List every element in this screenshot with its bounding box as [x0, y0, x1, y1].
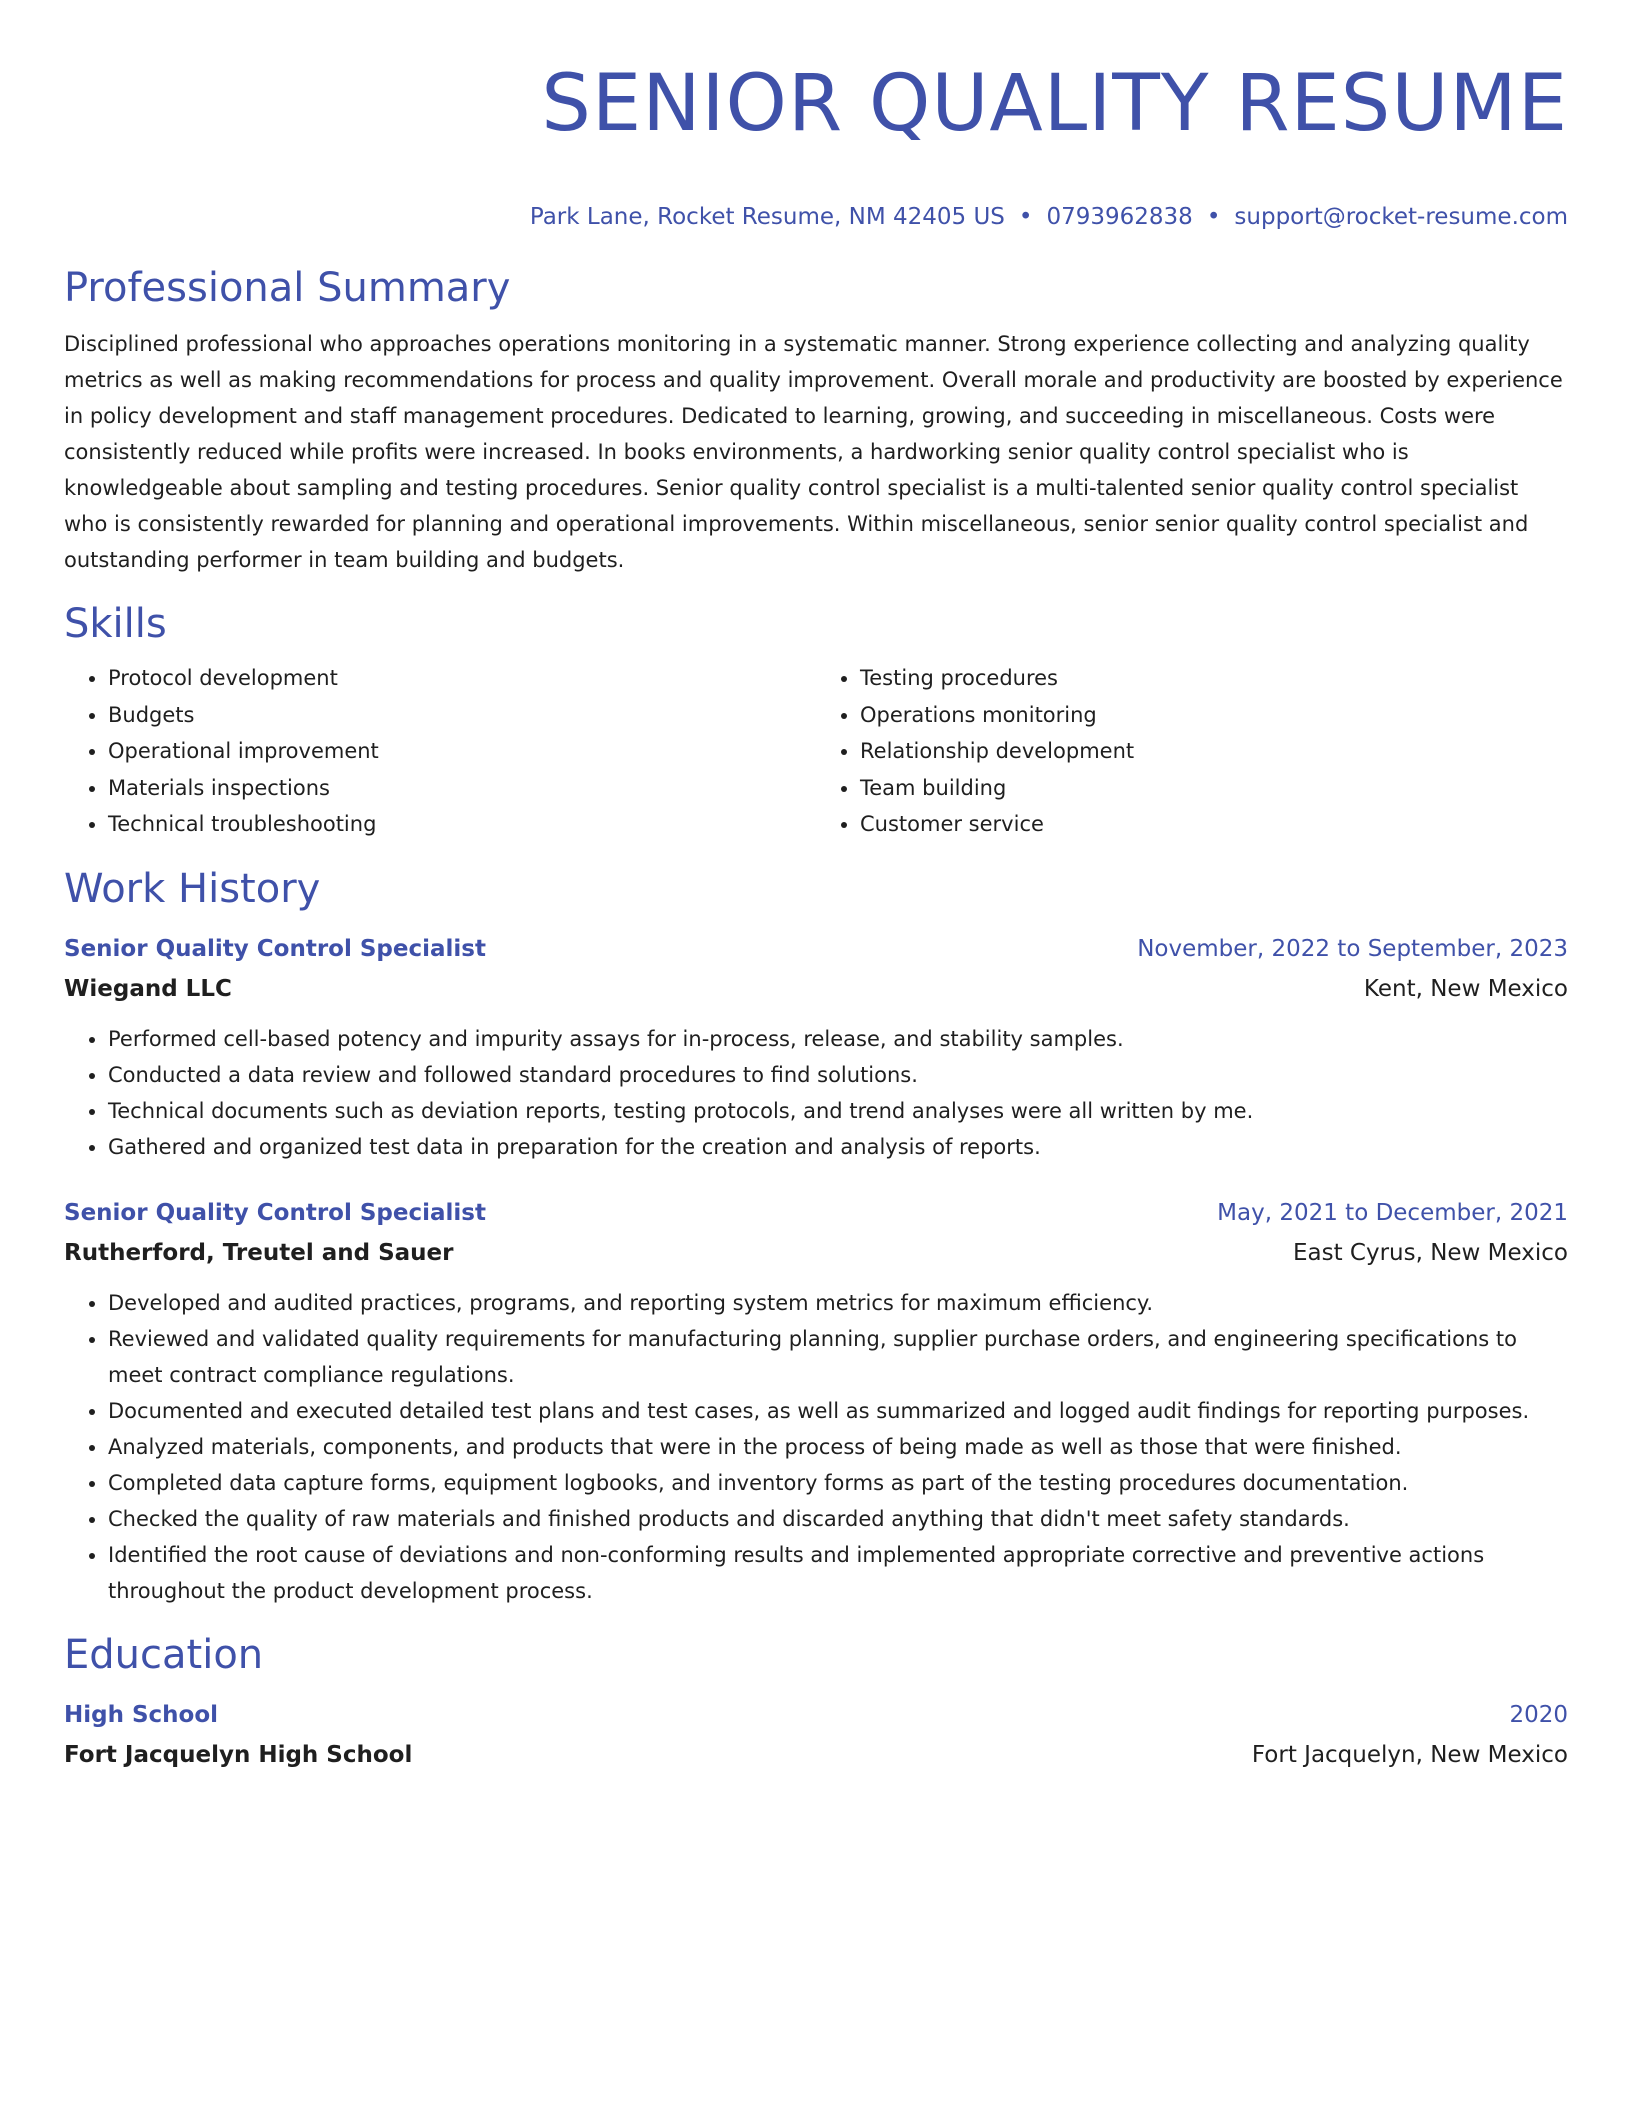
education-location: Fort Jacquelyn, New Mexico: [1251, 1741, 1568, 1768]
skill-item: • Technical troubleshooting: [108, 806, 816, 843]
job-dates: May, 2021 to December, 2021: [1217, 1199, 1568, 1226]
job-bullets: [64, 1285, 1568, 1609]
skill-item: • Team building: [860, 770, 1568, 807]
skill-item: • Customer service: [860, 806, 1568, 843]
job-bullet: • Identified the root cause of deviations and non-conforming results and implemented appropriate corrective and preventive actions throughout the product development process.: [108, 1537, 1568, 1609]
section-title-education: Education: [64, 1631, 264, 1678]
job-subheader: [64, 1235, 1568, 1271]
section-title-skills: Skills: [64, 601, 167, 647]
section-title-work-history: Work History: [64, 865, 321, 912]
job-bullet: • Completed data capture forms, equipment logbooks, and inventory forms as part of the testing procedures documentation.: [108, 1465, 1568, 1501]
job-role: Senior Quality Control Specialist: [64, 935, 486, 962]
contact-line: [64, 202, 1568, 232]
job-company: Rutherford, Treutel and Sauer: [64, 1239, 454, 1266]
summary-text: Disciplined professional who approaches operations monitoring in a systematic manner. Strong experience collecting and analyzing quality metrics as well as making recommendations for process and quality improvement. Overall morale and productivity are boosted by experience in policy development and staff management procedures. Dedicated to learning, growing, and succeeding in miscellaneous. Costs were consistently reduced while profits were increased. In books environments, a hardworking senior quality control specialist who is knowledgeable about sampling and testing procedures. Senior quality control specialist is a multi-talented senior quality control specialist who is consistently rewarded for planning and operational improvements. Within miscellaneous, senior senior quality control specialist and outstanding performer in team building and budgets.: [64, 332, 1563, 572]
skill-item: • Operations monitoring: [860, 697, 1568, 734]
job-bullet: • Checked the quality of raw materials and finished products and discarded anything that didn't meet safety standards.: [108, 1501, 1568, 1537]
skill-item: • Relationship development: [860, 733, 1568, 770]
job-bullet: • Documented and executed detailed test plans and test cases, as well as summarized and logged audit findings for reporting purposes.: [108, 1393, 1568, 1429]
contact-address: Park Lane, Rocket Resume, NM 42405 US: [529, 204, 1005, 230]
skill-item: • Budgets: [108, 697, 816, 734]
contact-email: support@rocket-resume.com: [1234, 204, 1568, 230]
contact-phone: 0793962838: [1046, 204, 1193, 230]
skill-item: • Testing procedures: [860, 660, 1568, 697]
job-company: Wiegand LLC: [64, 975, 232, 1002]
job-entry: [64, 1195, 1568, 1609]
education-degree: High School: [64, 1701, 219, 1728]
job-bullet: • Conducted a data review and followed standard procedures to find solutions.: [108, 1057, 1568, 1093]
education-entry: [64, 1697, 1568, 1773]
job-header: [64, 931, 1568, 967]
skills-list: [64, 660, 1568, 843]
resume-title: SENIOR QUALITY RESUME: [541, 59, 1568, 149]
job-subheader: [64, 971, 1568, 1007]
education-subheader: [64, 1737, 1568, 1773]
job-role: Senior Quality Control Specialist: [64, 1199, 486, 1226]
section-title-summary: Professional Summary: [64, 265, 511, 311]
job-bullet: • Technical documents such as deviation reports, testing protocols, and trend analyses were all written by me.: [108, 1093, 1568, 1129]
resume-header: [64, 56, 1568, 232]
education-year: 2020: [1509, 1701, 1568, 1728]
skills-column-left: [64, 660, 816, 843]
skills-column-right: [816, 660, 1568, 843]
job-location: Kent, New Mexico: [1363, 975, 1568, 1002]
job-entry: [64, 931, 1568, 1165]
skill-item: • Protocol development: [108, 660, 816, 697]
skill-item: • Materials inspections: [108, 770, 816, 807]
job-header: [64, 1195, 1568, 1231]
contact-separator: •: [1018, 204, 1033, 230]
education-school: Fort Jacquelyn High School: [64, 1741, 413, 1768]
education-header: [64, 1697, 1568, 1733]
job-bullets: [64, 1021, 1568, 1165]
job-bullet: • Developed and audited practices, programs, and reporting system metrics for maximum efficiency.: [108, 1285, 1568, 1321]
contact-separator: •: [1206, 204, 1221, 230]
job-bullet: • Analyzed materials, components, and products that were in the process of being made as well as those that were finished.: [108, 1429, 1568, 1465]
job-bullet: • Gathered and organized test data in preparation for the creation and analysis of reports.: [108, 1129, 1568, 1165]
job-bullet: • Reviewed and validated quality requirements for manufacturing planning, supplier purchase orders, and engineering specifications to meet contract compliance regulations.: [108, 1321, 1568, 1393]
job-dates: November, 2022 to September, 2023: [1137, 935, 1568, 962]
job-location: East Cyrus, New Mexico: [1292, 1239, 1568, 1266]
job-bullet: • Performed cell-based potency and impurity assays for in-process, release, and stability samples.: [108, 1021, 1568, 1057]
skill-item: • Operational improvement: [108, 733, 816, 770]
